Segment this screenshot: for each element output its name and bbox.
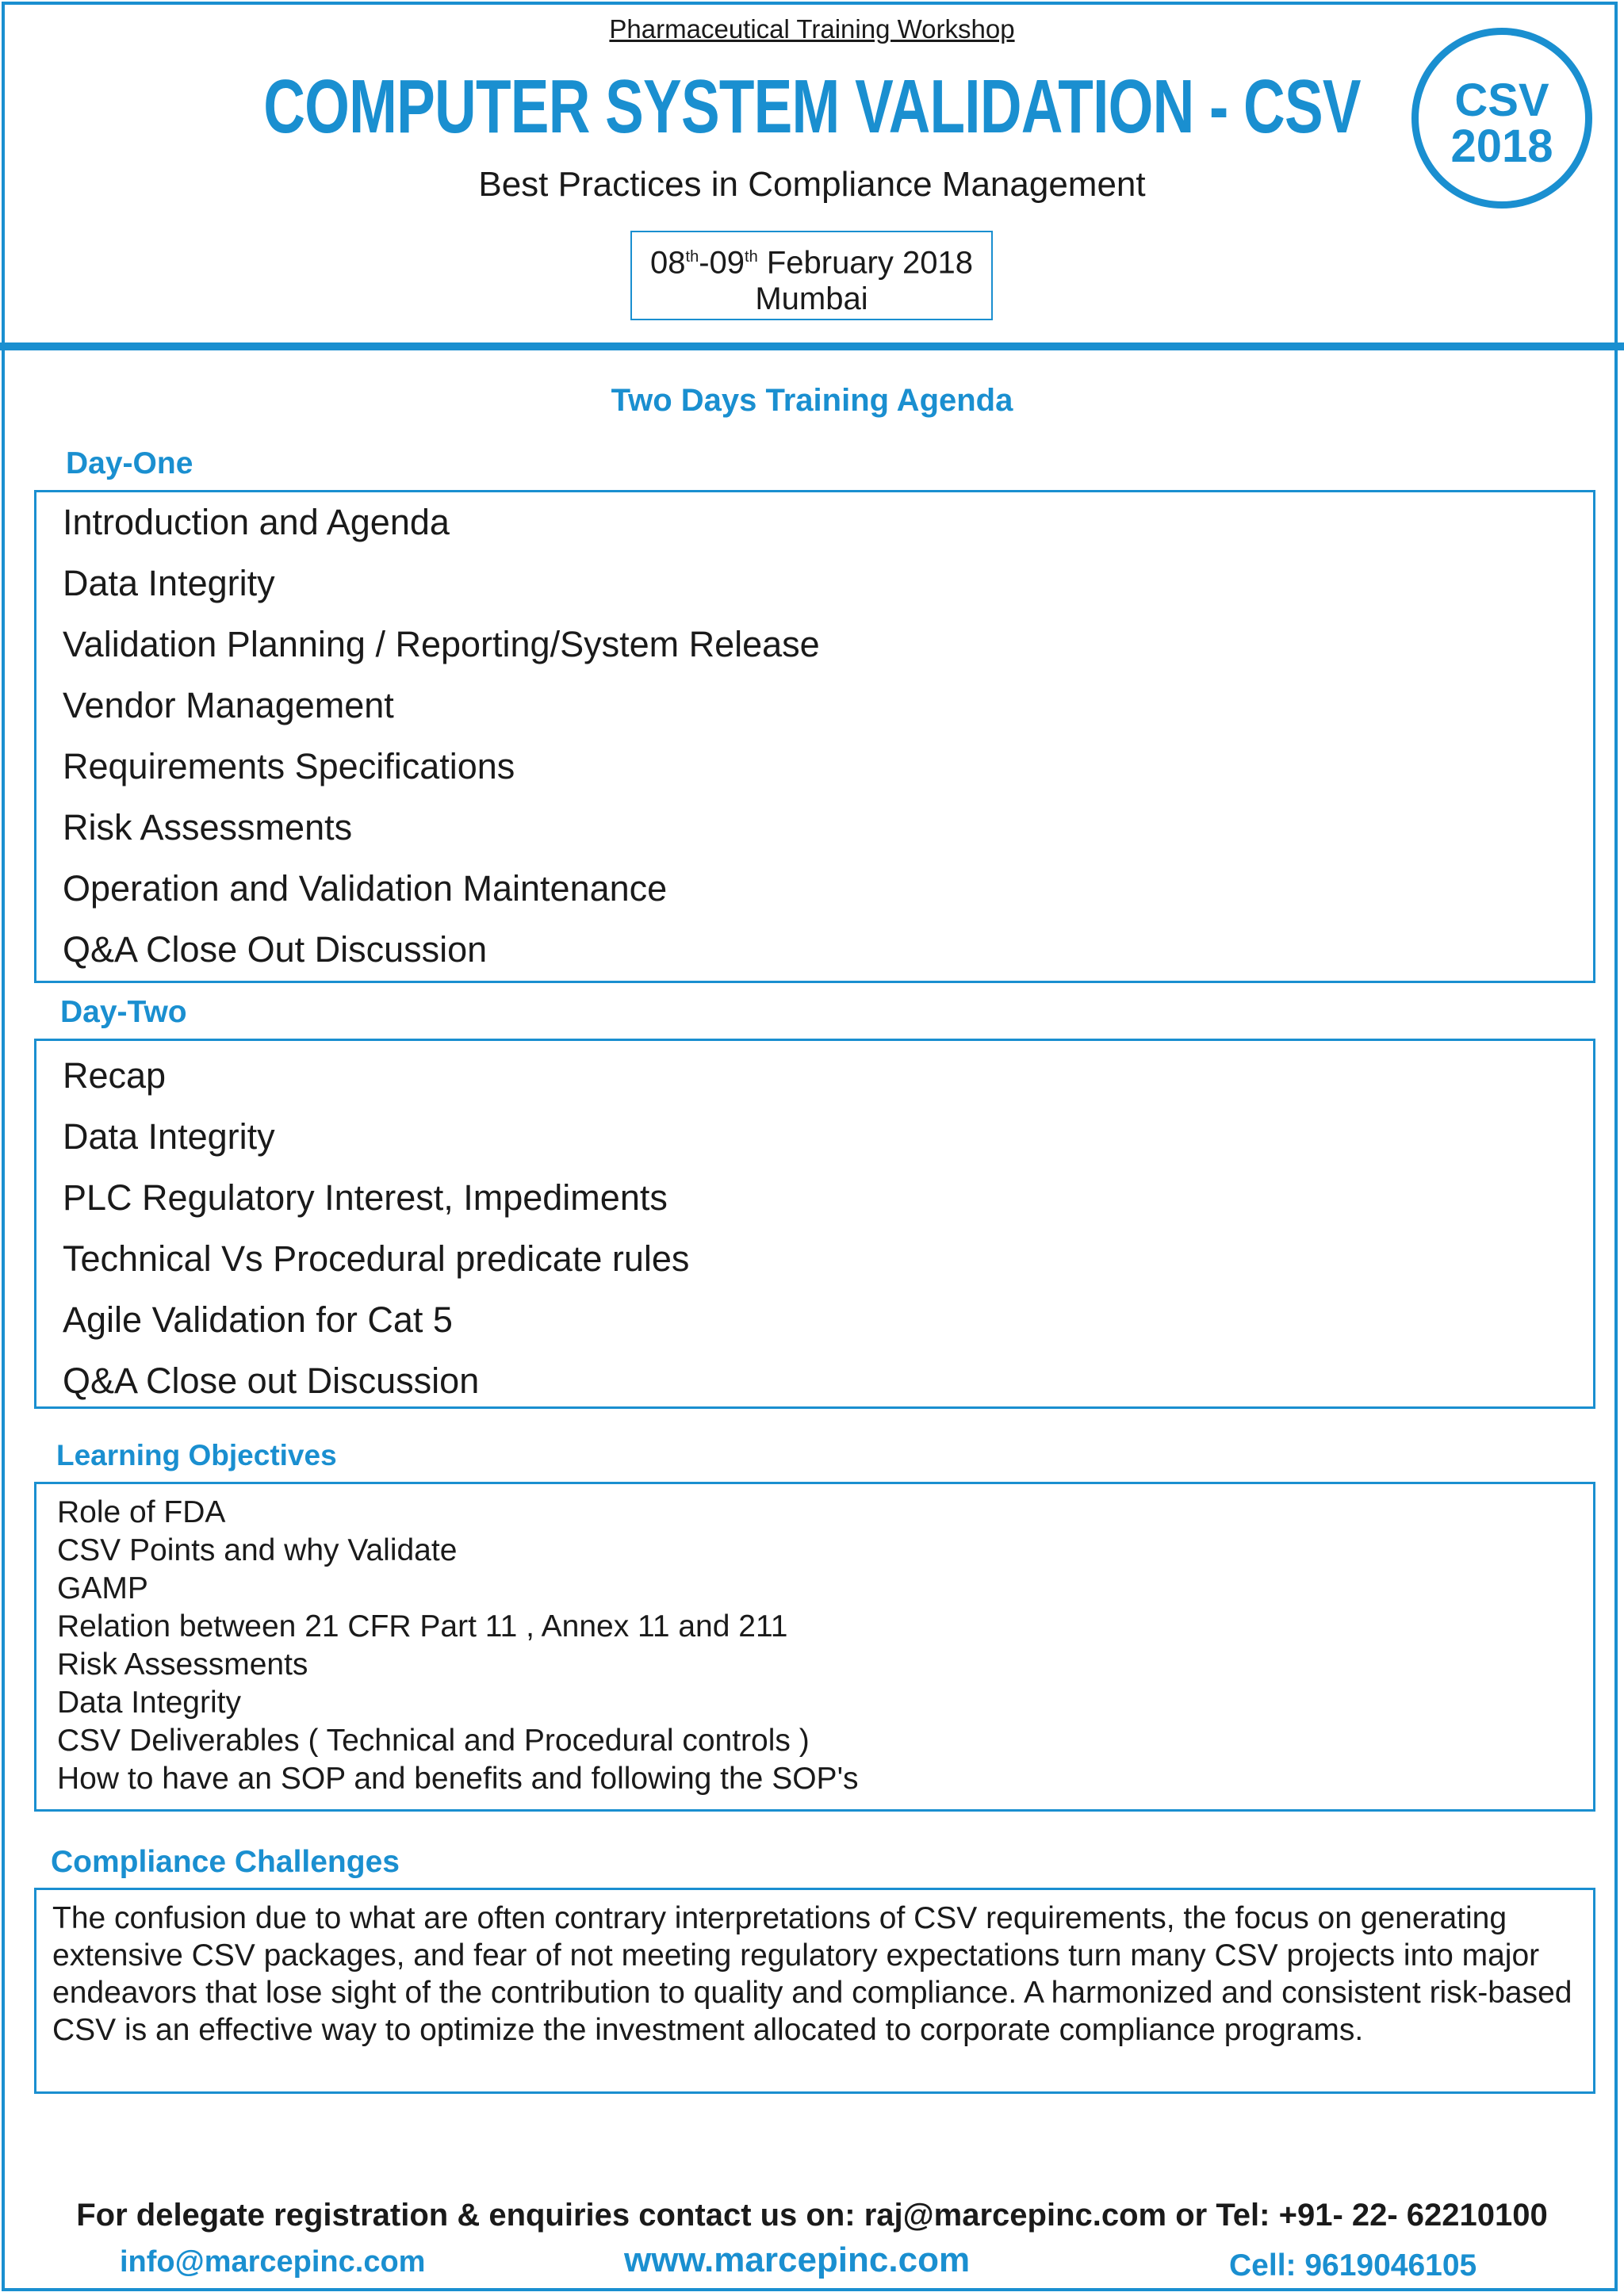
list-item: How to have an SOP and benefits and following the SOP's <box>57 1762 859 1796</box>
learning-objectives-list <box>36 1484 1593 1798</box>
event-date-box <box>630 231 993 320</box>
day-one-label: Day-One <box>66 446 193 480</box>
compliance-challenges-text: The confusion due to what are often contrary interpretations of CSV requirements, the focus on generating extensive CSV packages, and fear of not meeting regulatory expectations turn many CSV projects into major endeavors that lose sight of the contribution to quality and compliance. A harmonized and consistent risk-based CSV is an effective way to optimize the investment allocated to corporate compliance programs. <box>52 1901 1572 2047</box>
list-item: Role of FDA <box>57 1495 226 1529</box>
event-city: Mumbai <box>755 281 868 317</box>
day-one-box <box>34 490 1595 983</box>
list-item: Risk Assessments <box>63 807 353 848</box>
list-item: PLC Regulatory Interest, Impediments <box>63 1177 668 1218</box>
workshop-kicker: Pharmaceutical Training Workshop <box>609 14 1015 44</box>
email-link[interactable]: info@marcepinc.com <box>120 2245 426 2279</box>
list-item: Relation between 21 CFR Part 11 , Annex 11 and 211 <box>57 1609 788 1644</box>
list-item: Data Integrity <box>57 1686 241 1720</box>
badge-line-1: CSV <box>1454 75 1549 126</box>
compliance-challenges-box <box>34 1888 1595 2094</box>
header-divider <box>0 342 1624 350</box>
list-item: Requirements Specifications <box>63 746 515 786</box>
list-item: GAMP <box>57 1571 148 1605</box>
learning-objectives-box <box>34 1482 1595 1812</box>
list-item: Operation and Validation Maintenance <box>63 868 668 909</box>
list-item: Introduction and Agenda <box>63 502 450 542</box>
list-item: Recap <box>63 1055 167 1096</box>
day-two-label: Day-Two <box>60 995 187 1029</box>
list-item: Q&A Close out Discussion <box>63 1360 480 1401</box>
page-subtitle: Best Practices in Compliance Management <box>478 165 1146 204</box>
list-item: Risk Assessments <box>57 1647 308 1682</box>
list-item: Technical Vs Procedural predicate rules <box>63 1238 690 1279</box>
list-item: Vendor Management <box>63 685 394 725</box>
event-date: 08th-09th February 2018 <box>650 245 973 281</box>
compliance-challenges-label: Compliance Challenges <box>51 1845 400 1879</box>
list-item: CSV Deliverables ( Technical and Procedural controls ) <box>57 1724 810 1758</box>
list-item: Data Integrity <box>63 1116 275 1157</box>
list-item: CSV Points and why Validate <box>57 1533 458 1567</box>
list-item: Q&A Close Out Discussion <box>63 929 488 970</box>
website-link[interactable]: www.marcepinc.com <box>624 2241 971 2279</box>
badge-line-2: 2018 <box>1450 121 1553 172</box>
list-item: Agile Validation for Cat 5 <box>63 1299 453 1340</box>
csv-2018-badge <box>1411 28 1592 209</box>
learning-objectives-label: Learning Objectives <box>56 1439 337 1471</box>
agenda-title: Two Days Training Agenda <box>611 383 1013 418</box>
cell-number: Cell: 9619046105 <box>1229 2248 1477 2283</box>
page-title: COMPUTER SYSTEM VALIDATION - CSV <box>263 64 1361 149</box>
list-item: Data Integrity <box>63 563 275 603</box>
day-two-box <box>34 1039 1595 1409</box>
contact-line: For delegate registration & enquiries contact us on: raj@marcepinc.com or Tel: +91- 22- 62210100 <box>76 2198 1548 2233</box>
list-item: Validation Planning / Reporting/System Release <box>63 624 820 664</box>
